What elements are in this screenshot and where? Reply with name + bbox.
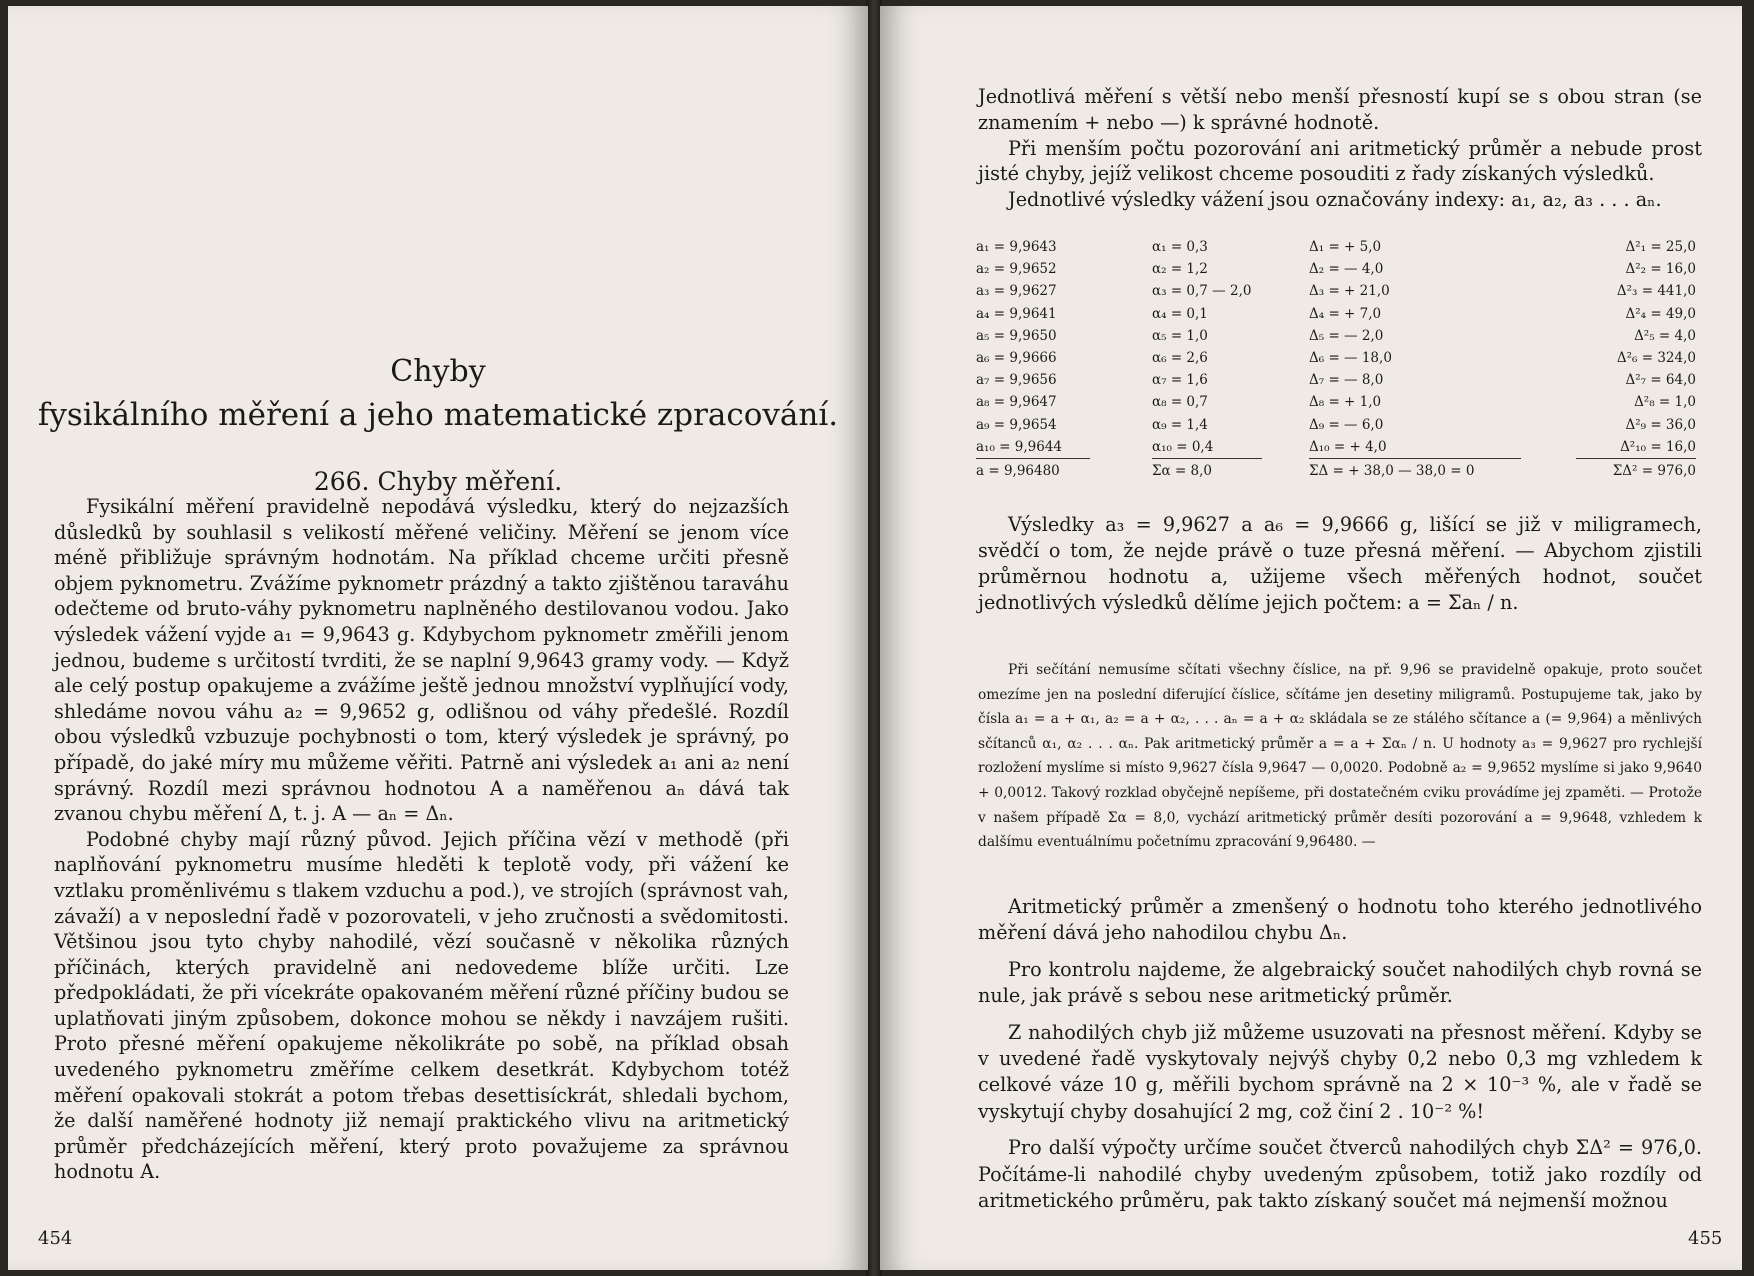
table-cell: a₁₀ = 9,9644	[976, 438, 1063, 455]
table-cell: Δ₉ = — 6,0	[1309, 416, 1384, 433]
table-sum: ΣΔ² = 976,0	[1576, 458, 1696, 483]
table-cell: Δ²₄ = 49,0	[1625, 305, 1696, 322]
paragraph: Při sečítání nemusíme sčítati všechny číslice, na př. 9,96 se pravidelně opakuje, proto součet omezíme jen na poslední diferující číslice, sčítáme jen desetiny miligramů. Postupujeme tak, jako by čísla a₁ = a + α₁, a₂ = a + α₂, . . . aₙ = a + α₂ skládala se ze stálého sčítance a (= 9,964) a měnlivých sčítanců α₁, α₂ . . . αₙ. Pak aritmetický průměr a = a + Σαₙ / n. U hodnoty a₃ = 9,9627 pro rychlejší rozložení myslíme si místo 9,9627 čísla 9,9647 — 0,0020. Podobně a₂ = 9,9652 myslíme si jako 9,9640 + 0,0012. Takový rozklad obyčejně nepíšeme, při dostatečném cviku provádíme jej zpaměti. — Protože v našem případě Σα = 8,0, vychází aritmetický průměr desíti pozorování a = 9,9648, vzhledem k dalšímu eventuálnímu početnímu zpracování 9,96480. —	[978, 662, 1702, 851]
table-cell: α₁ = 0,3	[1152, 239, 1208, 255]
table-cell: α₆ = 2,6	[1152, 349, 1208, 366]
table-cell: Δ₄ = + 7,0	[1309, 305, 1382, 322]
section-heading: 266. Chyby měření.	[313, 467, 563, 496]
table-cell: a₃ = 9,9627	[976, 283, 1057, 300]
table-cell: α₉ = 1,4	[1152, 416, 1208, 433]
page-number: 454	[38, 1228, 73, 1249]
table-cell: α₃ = 0,7 — 2,0	[1152, 283, 1252, 300]
table-cell: a₁ = 9,9643	[976, 239, 1057, 255]
table-cell: Δ₂ = — 4,0	[1309, 261, 1384, 278]
table-cell: Δ²₆ = 324,0	[1616, 349, 1696, 366]
paragraph: Podobné chyby mají různý původ. Jejich příčina vězí v methodě (při naplňování pyknometru musíme hleděti k teplotě vody, při vážení ke vztlaku proměnlivému s tlakem vzduchu a pod.), ve strojích (správnost vah, závaží) a v neposlední řadě v pozorovateli, v jeho zručnosti a svědomitosti. Většinou jsou tyto chyby nahodilé, vězí současně v několika různých příčinách, kterých pravidelně ani nedovedeme blíže určiti. Lze předpokládati, že při vícekráte opakovaném měření různé příčiny budou se uplatňovati jiným způsobem, dokonce mohou se někdy i navzájem rušiti. Proto přesné měření opakujeme několikráte po sobě, na příklad obsah uvedeného pyknometru změříme celkem desetkrát. Kdybychom totéž měření opakovali stokrát a potom třebas desettisíckrát, shledali bychom, že další naměřené hodnoty již nemají praktického vlivu na aritmetický průměr předcházejících měření, který proto považujeme za správnou hodnotu A.	[54, 827, 789, 1184]
paragraph: Výsledky a₃ = 9,9627 a a₆ = 9,9666 g, lišící se již v miligramech, svědčí o tom, že nejde právě o tuze přesná měření. — Abychom zjistili průměrnou hodnotu a, užijeme všech měřených hodnot, součet jednotlivých výsledků dělíme jejich počtem: a = Σaₙ / n.	[978, 513, 1702, 614]
paragraph: Pro kontrolu najdeme, že algebraický součet nahodilých chyb rovná se nule, jak právě s sebou nese aritmetický průměr.	[978, 957, 1702, 1008]
table-cell: α₇ = 1,6	[1152, 372, 1208, 389]
paragraph: Jednotlivá měření s větší nebo menší přesností kupí se s obou stran (se znamením + nebo —) k správné hodnotě.	[978, 85, 1702, 134]
table-sum: a = 9,96480	[976, 458, 1090, 483]
table-cell: Δ₁₀ = + 4,0	[1309, 438, 1387, 455]
table-cell: α₄ = 0,1	[1152, 305, 1208, 322]
small-print-note	[978, 658, 1702, 855]
paragraph: Z nahodilých chyb již můžeme usuzovati na přesnost měření. Kdyby se v uvedené řadě vyskytovaly nejvýš chyby 0,2 nebo 0,3 mg vzhledem k celkové váze 10 g, měřili bychom správně na 2 × 10⁻³ %, ale v řadě se vyskytují chyby dosahující 2 mg, což činí 2 . 10⁻² %!	[978, 1020, 1702, 1123]
intro-text	[978, 84, 1702, 213]
table-cell: α₅ = 1,0	[1152, 327, 1208, 344]
table-cell: α₂ = 1,2	[1152, 261, 1208, 278]
table-cell: a₂ = 9,9652	[976, 261, 1057, 278]
table-cell: α₈ = 0,7	[1152, 394, 1208, 411]
table-cell: Δ₇ = — 8,0	[1309, 372, 1384, 389]
right-page	[880, 6, 1742, 1270]
table-cell: a₅ = 9,9650	[976, 327, 1057, 344]
column-measurements	[976, 236, 1090, 483]
conclusion-text	[978, 894, 1702, 1224]
table-cell: Δ²₃ = 441,0	[1616, 283, 1696, 300]
table-cell: Δ²₅ = 4,0	[1634, 327, 1696, 344]
measurement-table	[976, 236, 1696, 491]
chapter-heading	[8, 354, 868, 496]
column-delta	[1309, 236, 1519, 483]
table-cell: Δ²₂ = 16,0	[1625, 261, 1696, 278]
column-delta-squared	[1576, 236, 1696, 483]
table-cell: a₉ = 9,9654	[976, 416, 1057, 433]
table-cell: a₇ = 9,9656	[976, 372, 1057, 389]
table-cell: Δ₆ = — 18,0	[1309, 349, 1392, 366]
table-cell: a₄ = 9,9641	[976, 305, 1057, 322]
table-cell: Δ²₉ = 36,0	[1625, 416, 1696, 433]
table-cell: a₈ = 9,9647	[976, 394, 1057, 411]
table-cell: Δ₈ = + 1,0	[1309, 394, 1382, 411]
paragraph: Při menším počtu pozorování ani aritmetický průměr a nebude prost jisté chyby, jejíž velikost chceme posouditi z řady získaných výsledků.	[978, 136, 1702, 186]
table-sum: ΣΔ = + 38,0 — 38,0 = 0	[1309, 458, 1521, 483]
table-cell: Δ₃ = + 21,0	[1309, 283, 1390, 300]
table-cell: Δ²₇ = 64,0	[1625, 372, 1696, 389]
left-page	[8, 6, 868, 1270]
page-number: 455	[1688, 1228, 1723, 1249]
table-sum: Σα = 8,0	[1152, 458, 1262, 483]
table-cell: Δ²₈ = 1,0	[1634, 394, 1696, 411]
column-alpha	[1152, 236, 1262, 483]
paragraph: Pro další výpočty určíme součet čtverců nahodilých chyb ΣΔ² = 976,0. Počítáme-li nahodilé chyby uvedeným způsobem, totiž jako rozdíly od aritmetického průměru, pak takto získaný součet má nejmenší možnou	[978, 1136, 1702, 1213]
paragraph: Jednotlivé výsledky vážení jsou označovány indexy: a₁, a₂, a₃ . . . aₙ.	[1008, 188, 1662, 212]
table-cell: Δ₅ = — 2,0	[1309, 327, 1384, 344]
left-page-body	[54, 494, 789, 1185]
table-cell: α₁₀ = 0,4	[1152, 438, 1214, 455]
chapter-title-line-1: Chyby	[390, 354, 486, 389]
mean-paragraph	[978, 512, 1702, 616]
table-cell: Δ²₁₀ = 16,0	[1620, 438, 1696, 455]
paragraph: Fysikální měření pravidelně nepodává výsledku, který do nejzazších důsledků by souhlasil s velikostí měřené veličiny. Měření se jenom více méně přibližuje správným hodnotám. Na příklad chceme určiti přesně objem pyknometru. Zvážíme pyknometr prázdný a takto zjištěnou taraváhu odečteme od bruto-váhy pyknometru naplněného destilovanou vodou. Jako výsledek vážení vyjde a₁ = 9,9643 g. Kdybychom pyknometr změřili jenom jednou, budeme s určitostí tvrditi, že se naplní 9,9643 gramy vody. — Když ale celý postup opakujeme a zvážíme ještě jednou množství vyplňující vody, shledáme novou váhu a₂ = 9,9652 g, odlišnou od váhy předešlé. Rozdíl obou výsledků vzbuzuje pochybnosti o tom, který výsledek je správný, po případě, do jaké míry mu můžeme věřiti. Patrně ani výsledek a₁ ani a₂ není správný. Rozdíl mezi správnou hodnotou A a naměřenou aₙ dává tak zvanou chybu měření Δ, t. j. A — aₙ = Δₙ.	[54, 495, 789, 826]
table-cell: a₆ = 9,9666	[976, 349, 1057, 366]
paragraph: Aritmetický průměr a zmenšený o hodnotu toho kterého jednotlivého měření dává jeho nahodilou chybu Δₙ.	[978, 895, 1702, 945]
chapter-title-line-2: fysikálního měření a jeho matematické zpracování.	[37, 397, 839, 433]
table-cell: Δ₁ = + 5,0	[1309, 239, 1382, 255]
table-cell: Δ²₁ = 25,0	[1625, 239, 1696, 255]
